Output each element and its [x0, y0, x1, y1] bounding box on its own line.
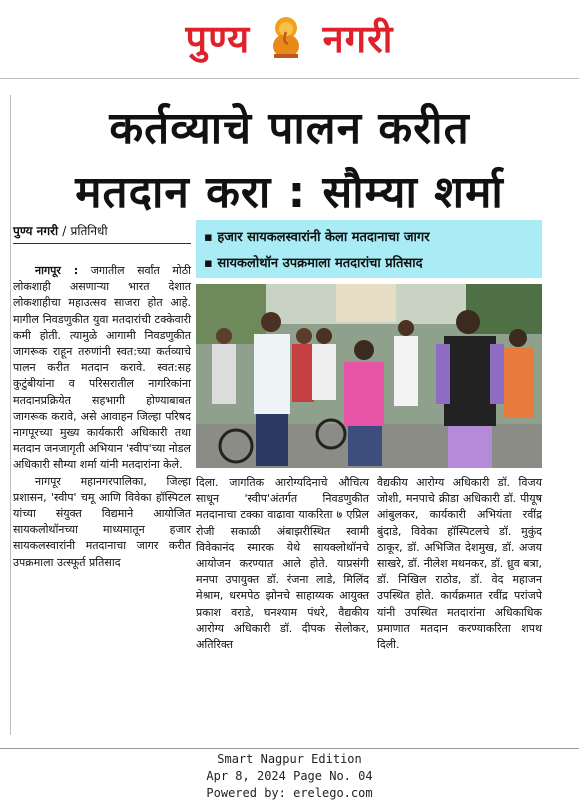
- article-paragraph-1: [13, 263, 191, 474]
- byline-reporter: प्रतिनिधी: [70, 224, 108, 238]
- article-column-2: [196, 475, 369, 653]
- footer-rule: [0, 748, 579, 749]
- footer-edition: Smart Nagpur Edition: [217, 752, 362, 766]
- headline-line-1: कर्तव्याचे पालन करीत: [109, 103, 470, 154]
- article-column-3-text: वैद्यकीय आरोग्य अधिकारी डॉ. विजय जोशी, मनपाचे क्रीडा अधिकारी डॉ. पीयूष आंबुलकर, कार्यकारी अभियंता रवींद्र बुंदाडे, विवेका हॉस्पिटलचे डॉ. मुकुंद ठाकूर, डॉ. अभिजित देशमुख, डॉ. अजय साखरे, डॉ. नीलेश मथनकर, डॉ. ध्रुव बत्रा, डॉ. निखिल राठोड, डॉ. वेद महाजन उपस्थित होते. कार्यक्रमात रवींद्र परांजपे यांनी उपस्थित मतदारांना अधिकाधिक प्रमाणात मतदान करण्याकरिता शपथ दिली.: [377, 476, 542, 652]
- article-column-2-text: दिला. जागतिक आरोग्यदिनाचे औचित्य साधून 'स्वीप'अंतर्गत निवडणुकीत मतदानाचा टक्का वाढावा याकरिता ७ एप्रिल रोजी सकाळी अंबाझरीस्थित स्वामी विवेकानंद स्मारक येथे सायक्लोथॉनचे आयोजन करण्यात आले होते. याप्रसंगी मनपा उपायुक्त डॉ. रंजना लाडे, मिलिंद मेश्राम, धरमपेठ झोनचे साहाय्यक आयुक्त प्रकाश वराडे, घनश्याम पंधरे, वैद्यकीय आरोग्य अधिकारी डॉ. दीपक सेलोकर, अतिरिक्त: [196, 476, 369, 652]
- masthead-title-right: नगरी: [322, 17, 394, 61]
- masthead-title: [0, 12, 579, 64]
- headline-line-2: मतदान करा : सौम्या शर्मा: [75, 167, 504, 218]
- ganesh-emblem-icon: [268, 14, 304, 60]
- footer-date-page: Apr 8, 2024 Page No. 04: [206, 769, 373, 783]
- article-paragraph-2: [13, 474, 191, 571]
- byline-paper: पुण्य नगरी: [13, 224, 59, 238]
- deck-line-2: ▪ सायकलोथॉन उपक्रमाला मतदारांचा प्रतिसाद: [204, 256, 423, 271]
- article-column-3: [377, 475, 542, 653]
- cyclothon-crowd-photo: [196, 284, 542, 468]
- article-paragraph-2-text: नागपूर महानगरपालिका, जिल्हा प्रशासन, 'स्वीप' चमू आणि विवेका हॉस्पिटल यांच्या संयुक्त विद्यमाने आयोजित सायकलोथॉनच्या माध्यमातून हजार सायकलस्वारांनी मतदानाचा जागर करीत उपक्रमाला उत्स्फूर्त प्रतिसाद: [13, 474, 191, 569]
- news-photo: [196, 284, 542, 468]
- byline-rule: [13, 243, 191, 244]
- masthead-title-left: पुण्य: [185, 17, 251, 61]
- dateline: नागपूर :: [35, 264, 79, 277]
- deck-box: [196, 220, 542, 278]
- deck-line-1: ▪ हजार सायकलस्वारांनी केला मतदानाचा जागर: [204, 230, 430, 245]
- byline: [13, 222, 108, 239]
- masthead: [0, 0, 579, 79]
- byline-separator: /: [62, 224, 67, 238]
- footer-powered-by: Powered by: erelego.com: [206, 786, 373, 800]
- article-paragraph-1-text: जगातील सर्वांत मोठी लोकशाही असणाऱ्या भारत देशात लोकशाहीचा महाउत्सव साजरा होत आहे. मागील निवडणुकीत युवा मतदारांची टक्केवारी कमी होती. त्यामुळे आगामी निवडणुकीत जागरूक राहून तरुणांनी स्वत:च्या कर्तव्याचे पालन करीत मतदान करावे. स्वत:सह कुटुंबीयांना व परिसरातील नागरिकांना मतदानप्रक्रियेत सहभागी होण्याबाबत जागरूक करावे, असे आवाहन जिल्हा परिषद नागपूरच्या मुख्य कार्यकारी अधिकारी तथा मतदान जनजागृती अभियान 'स्वीप'च्या नोडल अधिकारी सौम्या शर्मा यांनी मतदारांना केले.: [13, 264, 191, 472]
- article-column-1: [13, 263, 191, 571]
